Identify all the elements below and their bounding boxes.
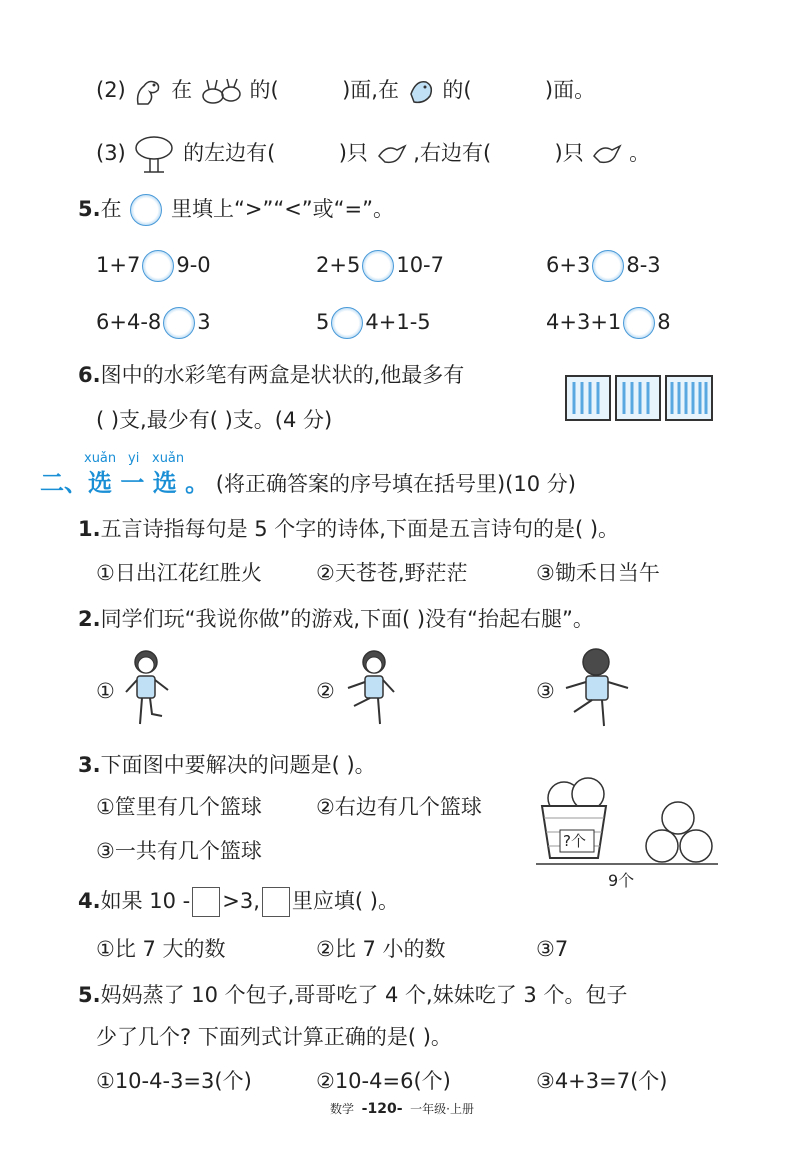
expr-right: 10-7 <box>396 253 444 277</box>
rabbit-group-icon <box>199 76 243 106</box>
option-3[interactable]: ③锄禾日当午 <box>536 561 660 585</box>
option-2[interactable]: ②右边有几个篮球 <box>316 795 482 819</box>
comparison-circle[interactable] <box>163 307 195 339</box>
text-fragment: )面,在 <box>342 78 399 102</box>
text-fragment: ,右边有( <box>413 141 492 165</box>
q4-item3 <box>96 134 650 174</box>
comparison-circle[interactable] <box>623 307 655 339</box>
footer-subject: 数学 <box>330 1102 355 1116</box>
option-2[interactable]: ②10-4=6(个) <box>316 1069 451 1093</box>
q5-expr <box>316 307 431 339</box>
q5-expr <box>546 250 661 282</box>
expr-left: 1+7 <box>96 253 141 277</box>
text-fragment: 的( <box>249 78 279 102</box>
text-fragment: >3, <box>222 889 260 913</box>
girl-figure-icon <box>122 648 172 730</box>
question-text: 五言诗指每句是 5 个字的诗体,下面是五言诗句的是( )。 <box>100 517 620 541</box>
comparison-circle[interactable] <box>142 250 174 282</box>
tree-icon <box>132 134 176 174</box>
text-fragment: 的( <box>442 78 472 102</box>
bird-icon <box>406 74 436 108</box>
question-text: ( )支,最少有( )支。(4 分) <box>96 408 333 432</box>
footer-grade: 一年级·上册 <box>410 1102 474 1116</box>
boy-figure-icon <box>344 648 400 730</box>
text-fragment: 里应填( )。 <box>291 889 399 913</box>
question-text: 图中的水彩笔有两盒是状状的,他最多有 <box>100 363 465 387</box>
s2q5-line2: 少了几个? 下面列式计算正确的是( )。 <box>96 1025 452 1049</box>
expr-right: 8-3 <box>626 253 661 277</box>
q5-prompt <box>78 194 394 226</box>
q5-expr <box>546 307 671 339</box>
question-number: 2. <box>78 607 101 631</box>
comparison-circle[interactable] <box>331 307 363 339</box>
comparison-circle[interactable] <box>362 250 394 282</box>
question-number: 4. <box>78 889 101 913</box>
option-3[interactable]: ③ <box>536 679 555 703</box>
question-number: 3. <box>78 753 101 777</box>
option-1[interactable]: ①比 7 大的数 <box>96 937 226 961</box>
page-number: -120- <box>361 1101 403 1117</box>
boy-back-figure-icon <box>560 648 632 730</box>
expr-left: 4+3+1 <box>546 310 622 334</box>
section-title: 二、选 一 选 。 <box>40 469 210 497</box>
bird-icon <box>590 140 622 168</box>
expr-left: 6+3 <box>546 253 591 277</box>
question-text: 下面图中要解决的问题是( )。 <box>100 753 376 777</box>
q5-expr <box>96 307 211 339</box>
expr-right: 9-0 <box>176 253 211 277</box>
basketball-illustration <box>536 772 718 892</box>
option-3[interactable]: ③7 <box>536 937 569 961</box>
question-text: 妈妈蒸了 10 个包子,哥哥吃了 4 个,妹妹吃了 3 个。包子 <box>100 983 628 1007</box>
q6-line2 <box>96 405 332 435</box>
text-fragment: 在 <box>100 197 122 221</box>
question-number: 1. <box>78 517 101 541</box>
q6-line1 <box>78 360 464 390</box>
option-1[interactable]: ①日出江花红胜火 <box>96 561 262 585</box>
pinyin-label: xuǎn <box>84 451 117 466</box>
q4-item2 <box>96 74 595 108</box>
expr-right: 3 <box>197 310 211 334</box>
option-2[interactable]: ②天苍苍,野茫茫 <box>316 561 468 585</box>
option-1[interactable]: ①10-4-3=3(个) <box>96 1069 252 1093</box>
answer-box[interactable] <box>192 887 220 917</box>
s2q2-text <box>78 604 594 634</box>
basket-and-balls-drawing <box>536 772 718 868</box>
option-2[interactable]: ②比 7 小的数 <box>316 937 446 961</box>
comparison-circle[interactable] <box>130 194 162 226</box>
bird-icon <box>375 140 407 168</box>
item-number: (3) <box>96 141 126 165</box>
expr-right: 4+1-5 <box>365 310 431 334</box>
marker-boxes-illustration <box>564 374 714 422</box>
total-label: 9个 <box>608 871 635 890</box>
question-text: 同学们玩“我说你做”的游戏,下面( )没有“抬起右腿”。 <box>100 607 594 631</box>
squirrel-icon <box>132 74 164 108</box>
question-number: 5. <box>78 983 101 1007</box>
q5-expr <box>96 250 211 282</box>
question-number: 5. <box>78 197 101 221</box>
pinyin-label: xuǎn <box>152 451 185 466</box>
section-note: (将正确答案的序号填在括号里)(10 分) <box>215 472 576 496</box>
expr-left: 6+4-8 <box>96 310 162 334</box>
section-heading <box>40 468 576 499</box>
expr-left: 5 <box>316 310 330 334</box>
text-fragment: )只 <box>338 141 368 165</box>
option-2[interactable]: ② <box>316 679 335 703</box>
q5-expr <box>316 250 444 282</box>
answer-box[interactable] <box>262 887 290 917</box>
text-fragment: )面。 <box>544 78 596 102</box>
text-fragment: 如果 10 - <box>100 889 191 913</box>
pinyin-label: yi <box>128 451 140 466</box>
option-1[interactable]: ① <box>96 679 115 703</box>
text-fragment: 在 <box>171 78 193 102</box>
option-1[interactable]: ①筐里有几个篮球 <box>96 795 262 819</box>
option-3[interactable]: ③4+3=7(个) <box>536 1069 668 1093</box>
s2q5-line1 <box>78 980 627 1010</box>
question-number: 6. <box>78 363 101 387</box>
item-number: (2) <box>96 78 126 102</box>
comparison-circle[interactable] <box>592 250 624 282</box>
s2q3-text <box>78 750 376 780</box>
expr-left: 2+5 <box>316 253 361 277</box>
text-fragment: )只 <box>554 141 584 165</box>
text-fragment: 的左边有( <box>183 141 276 165</box>
basket-label: ?个 <box>563 832 586 850</box>
text-fragment: 。 <box>629 141 651 165</box>
s2q1-text <box>78 514 619 544</box>
text-fragment: 里填上“>”“<”或“=”。 <box>170 197 395 221</box>
option-3[interactable]: ③一共有几个篮球 <box>96 839 262 863</box>
expr-right: 8 <box>657 310 671 334</box>
page-footer <box>330 1100 474 1117</box>
s2q4-text <box>78 886 399 917</box>
